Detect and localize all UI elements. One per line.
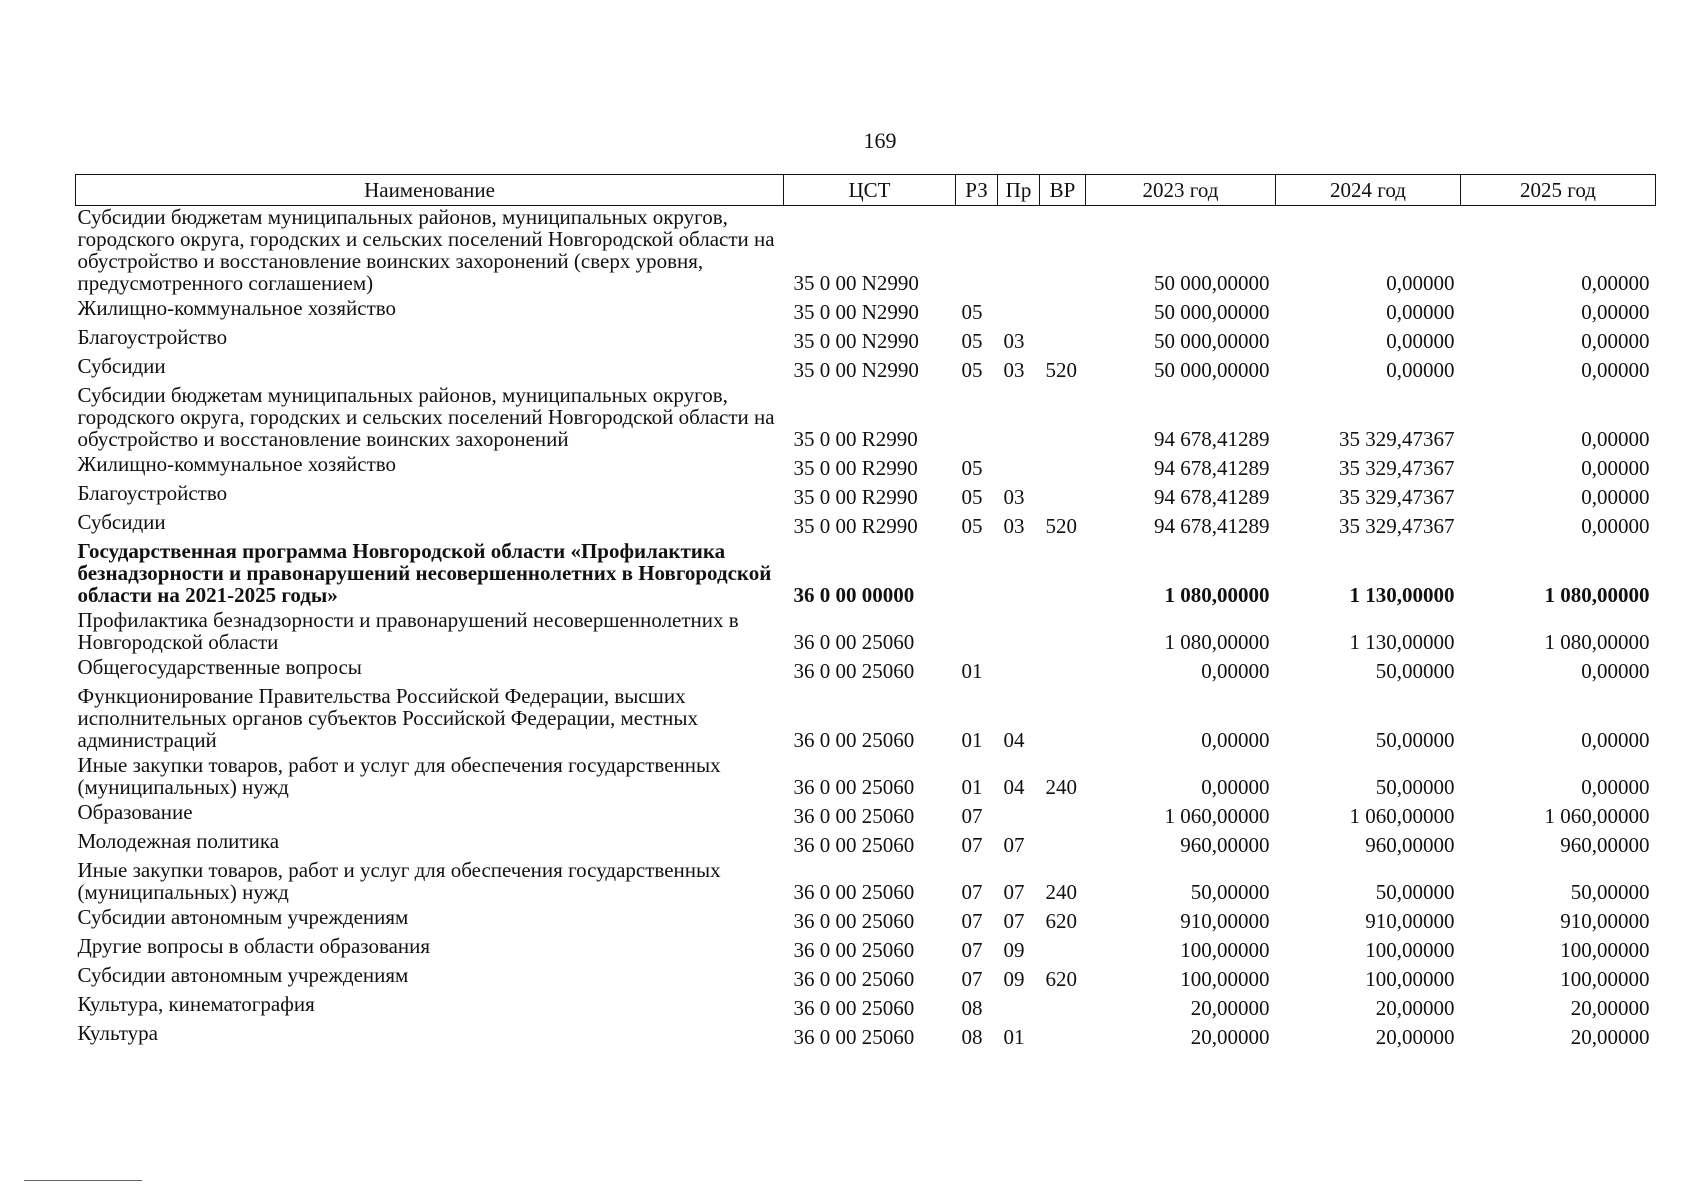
cell-cst: 36 0 00 25060	[793, 909, 915, 933]
cell-2025: 0,00000	[1581, 775, 1650, 799]
cell-pr: 04	[1003, 728, 1025, 752]
cell-2024: 910,00000	[1365, 909, 1455, 933]
cell-rz: 05	[961, 456, 983, 480]
cell-cst: 35 0 00 R2990	[793, 456, 918, 480]
cell-cst: 36 0 00 25060	[793, 996, 915, 1020]
cell-name: Функционирование Правительства Российской Федерации, высших исполнительных органов субъектов Российской Федерации, местных администраций	[77, 684, 698, 752]
cell-rz: 08	[961, 996, 983, 1020]
table-row	[76, 609, 1656, 656]
column-header-2024: 2024 год	[1276, 175, 1461, 206]
cell-2025: 0,00000	[1581, 728, 1650, 752]
cell-2024: 0,00000	[1386, 271, 1455, 295]
table-row	[76, 964, 1656, 993]
cell-cst: 35 0 00 N2990	[793, 358, 919, 382]
cell-2025: 0,00000	[1581, 514, 1650, 538]
cell-vr: 520	[1045, 514, 1077, 538]
cell-2025: 20,00000	[1570, 1025, 1650, 1049]
table-row	[76, 906, 1656, 935]
cell-rz: 07	[961, 938, 983, 962]
column-header-vr: ВР	[1040, 175, 1086, 206]
cell-cst: 36 0 00 25060	[793, 1025, 915, 1049]
column-header-name: Наименование	[76, 175, 784, 206]
cell-vr: 240	[1045, 880, 1077, 904]
cell-cst: 36 0 00 25060	[793, 938, 915, 962]
cell-name: Культура, кинематография	[77, 992, 315, 1016]
cell-2023: 0,00000	[1201, 728, 1270, 752]
cell-vr	[1040, 297, 1086, 326]
cell-rz	[956, 540, 998, 609]
cell-cst: 36 0 00 25060	[793, 880, 915, 904]
cell-2023: 50,00000	[1190, 880, 1270, 904]
cell-vr	[1040, 206, 1086, 298]
cell-2023: 94 678,41289	[1154, 514, 1270, 538]
cell-pr	[998, 297, 1040, 326]
cell-name: Жилищно-коммунальное хозяйство	[77, 296, 397, 320]
table-row	[76, 859, 1656, 906]
cell-pr: 03	[1003, 329, 1025, 353]
table-row	[76, 993, 1656, 1022]
cell-vr	[1040, 685, 1086, 754]
cell-rz: 01	[961, 659, 983, 683]
cell-cst: 36 0 00 25060	[793, 804, 915, 828]
table-row	[76, 935, 1656, 964]
cell-pr	[998, 540, 1040, 609]
cell-rz: 07	[961, 909, 983, 933]
cell-2023: 20,00000	[1190, 996, 1270, 1020]
cell-cst: 36 0 00 25060	[793, 833, 915, 857]
cell-name: Субсидии автономным учреждениям	[77, 905, 409, 929]
cell-vr	[1040, 453, 1086, 482]
cell-2024: 960,00000	[1365, 833, 1455, 857]
cell-2024: 50,00000	[1375, 775, 1455, 799]
table-row	[76, 656, 1656, 685]
cell-cst: 35 0 00 N2990	[793, 271, 919, 295]
cell-vr	[1040, 540, 1086, 609]
cell-2023: 960,00000	[1180, 833, 1270, 857]
page-number: 169	[863, 128, 897, 153]
cell-2024: 0,00000	[1386, 358, 1455, 382]
cell-name: Молодежная политика	[77, 829, 280, 853]
table-row	[76, 1022, 1656, 1051]
cell-2023: 94 678,41289	[1154, 456, 1270, 480]
cell-name: Субсидии	[77, 354, 166, 378]
cell-2025: 20,00000	[1570, 996, 1650, 1020]
cell-2023: 910,00000	[1180, 909, 1270, 933]
cell-2025: 100,00000	[1560, 967, 1650, 991]
cell-2025: 0,00000	[1581, 485, 1650, 509]
cell-2024: 35 329,47367	[1339, 485, 1455, 509]
cell-rz: 08	[961, 1025, 983, 1049]
cell-2023: 1 060,00000	[1164, 804, 1270, 828]
cell-2023: 100,00000	[1180, 967, 1270, 991]
cell-rz: 01	[961, 775, 983, 799]
cell-rz: 05	[961, 358, 983, 382]
table-row	[76, 511, 1656, 540]
table-row	[76, 685, 1656, 754]
cell-2023: 1 080,00000	[1164, 583, 1270, 607]
cell-rz	[956, 206, 998, 298]
cell-2023: 94 678,41289	[1154, 427, 1270, 451]
cell-2023: 50 000,00000	[1154, 329, 1270, 353]
cell-name: Субсидии автономным учреждениям	[77, 963, 409, 987]
cell-vr	[1040, 609, 1086, 656]
cell-2025: 1 080,00000	[1544, 630, 1650, 654]
cell-2023: 94 678,41289	[1154, 485, 1270, 509]
table-row	[76, 830, 1656, 859]
cell-pr: 03	[1003, 358, 1025, 382]
cell-rz: 07	[961, 833, 983, 857]
cell-cst: 35 0 00 N2990	[793, 300, 919, 324]
cell-vr: 620	[1045, 909, 1077, 933]
cell-2025: 1 080,00000	[1544, 583, 1650, 607]
cell-rz: 01	[961, 728, 983, 752]
cell-2025: 0,00000	[1581, 358, 1650, 382]
cell-vr	[1040, 482, 1086, 511]
cell-name: Жилищно-коммунальное хозяйство	[77, 452, 397, 476]
cell-2025: 0,00000	[1581, 427, 1650, 451]
cell-2024: 100,00000	[1365, 938, 1455, 962]
cell-cst: 36 0 00 00000	[793, 583, 915, 607]
table-row	[76, 453, 1656, 482]
cell-pr: 07	[1003, 880, 1025, 904]
cell-cst: 36 0 00 25060	[793, 659, 915, 683]
cell-rz: 05	[961, 300, 983, 324]
cell-name: Благоустройство	[77, 481, 228, 505]
column-header-cst: ЦСТ	[784, 175, 956, 206]
cell-name: Общегосударственные вопросы	[77, 655, 362, 679]
cell-pr: 09	[1003, 938, 1025, 962]
cell-2024: 1 130,00000	[1349, 630, 1455, 654]
table-row	[76, 384, 1656, 453]
cell-cst: 35 0 00 N2990	[793, 329, 919, 353]
column-header-2023: 2023 год	[1086, 175, 1276, 206]
cell-2023: 1 080,00000	[1164, 630, 1270, 654]
cell-name: Субсидии бюджетам муниципальных районов, муниципальных округов, городского округа, городских и сельских поселений Новгородской области на обустройство и восстановление воинских захоронений	[77, 383, 775, 451]
cell-2025: 960,00000	[1560, 833, 1650, 857]
column-header-pr: Пр	[998, 175, 1040, 206]
cell-cst: 36 0 00 25060	[793, 728, 915, 752]
cell-2025: 50,00000	[1570, 880, 1650, 904]
table-row	[76, 482, 1656, 511]
cell-rz: 05	[961, 329, 983, 353]
cell-vr	[1040, 656, 1086, 685]
cell-2024: 1 060,00000	[1349, 804, 1455, 828]
cell-2024: 50,00000	[1375, 880, 1455, 904]
cell-pr	[998, 801, 1040, 830]
cell-2024: 0,00000	[1386, 329, 1455, 353]
cell-pr: 01	[1003, 1025, 1025, 1049]
cell-2024: 35 329,47367	[1339, 427, 1455, 451]
cell-2023: 0,00000	[1201, 659, 1270, 683]
table-row	[76, 540, 1656, 609]
cell-vr	[1040, 384, 1086, 453]
cell-2025: 0,00000	[1581, 329, 1650, 353]
cell-pr: 03	[1003, 485, 1025, 509]
table-row	[76, 754, 1656, 801]
cell-2025: 0,00000	[1581, 300, 1650, 324]
cell-cst: 35 0 00 R2990	[793, 485, 918, 509]
cell-2025: 910,00000	[1560, 909, 1650, 933]
cell-pr: 07	[1003, 833, 1025, 857]
table-row	[76, 297, 1656, 326]
cell-rz: 05	[961, 485, 983, 509]
table-body	[76, 206, 1656, 1052]
cell-pr: 03	[1003, 514, 1025, 538]
cell-2023: 0,00000	[1201, 775, 1270, 799]
cell-vr	[1040, 830, 1086, 859]
cell-rz: 05	[961, 514, 983, 538]
cell-pr	[998, 453, 1040, 482]
cell-name: Иные закупки товаров, работ и услуг для обеспечения государственных (муниципальных) нужд	[77, 858, 721, 904]
cell-2023: 50 000,00000	[1154, 300, 1270, 324]
cell-2024: 50,00000	[1375, 659, 1455, 683]
cell-2023: 50 000,00000	[1154, 271, 1270, 295]
cell-vr: 620	[1045, 967, 1077, 991]
cell-vr	[1040, 993, 1086, 1022]
cell-2025: 0,00000	[1581, 271, 1650, 295]
cell-2024: 35 329,47367	[1339, 514, 1455, 538]
cell-2024: 20,00000	[1375, 1025, 1455, 1049]
cell-2024: 100,00000	[1365, 967, 1455, 991]
cell-2024: 35 329,47367	[1339, 456, 1455, 480]
cell-2025: 1 060,00000	[1544, 804, 1650, 828]
cell-pr: 07	[1003, 909, 1025, 933]
table-row	[76, 326, 1656, 355]
header-row	[76, 175, 1656, 206]
cell-pr: 04	[1003, 775, 1025, 799]
footer-divider	[24, 1180, 142, 1181]
table-row	[76, 206, 1656, 298]
cell-pr	[998, 206, 1040, 298]
cell-name: Субсидии	[77, 510, 166, 534]
cell-2025: 0,00000	[1581, 659, 1650, 683]
cell-pr	[998, 656, 1040, 685]
cell-cst: 35 0 00 R2990	[793, 427, 918, 451]
cell-cst: 36 0 00 25060	[793, 630, 915, 654]
cell-2024: 0,00000	[1386, 300, 1455, 324]
cell-cst: 35 0 00 R2990	[793, 514, 918, 538]
cell-pr	[998, 993, 1040, 1022]
cell-name: Образование	[77, 800, 193, 824]
cell-vr	[1040, 801, 1086, 830]
cell-2025: 100,00000	[1560, 938, 1650, 962]
cell-2023: 20,00000	[1190, 1025, 1270, 1049]
cell-name: Культура	[77, 1021, 158, 1045]
table-row	[76, 801, 1656, 830]
cell-rz: 07	[961, 880, 983, 904]
cell-name: Иные закупки товаров, работ и услуг для обеспечения государственных (муниципальных) нужд	[77, 753, 721, 799]
cell-2024: 50,00000	[1375, 728, 1455, 752]
cell-pr	[998, 384, 1040, 453]
cell-2025: 0,00000	[1581, 456, 1650, 480]
cell-name: Другие вопросы в области образования	[77, 934, 431, 958]
cell-2024: 20,00000	[1375, 996, 1455, 1020]
cell-vr	[1040, 1022, 1086, 1051]
cell-name: Государственная программа Новгородской области «Профилактика безнадзорности и правонарушений несовершеннолетних в Новгородской области на 2021-2025 годы»	[77, 539, 772, 607]
cell-name: Субсидии бюджетам муниципальных районов, муниципальных округов, городского округа, городских и сельских поселений Новгородской области на обустройство и восстановление воинских захоронений (сверх уровня, предусмотренного соглашением)	[77, 205, 775, 295]
table-header	[76, 175, 1656, 206]
cell-name: Профилактика безнадзорности и правонарушений несовершеннолетних в Новгородской области	[77, 608, 739, 654]
table-row	[76, 355, 1656, 384]
cell-2024: 1 130,00000	[1349, 583, 1455, 607]
budget-table	[75, 174, 1656, 1051]
cell-vr: 240	[1045, 775, 1077, 799]
column-header-rz: РЗ	[956, 175, 998, 206]
cell-name: Благоустройство	[77, 325, 228, 349]
cell-vr: 520	[1045, 358, 1077, 382]
cell-2023: 100,00000	[1180, 938, 1270, 962]
cell-rz	[956, 384, 998, 453]
cell-rz: 07	[961, 804, 983, 828]
column-header-2025: 2025 год	[1461, 175, 1656, 206]
cell-pr	[998, 609, 1040, 656]
cell-rz	[956, 609, 998, 656]
cell-2023: 50 000,00000	[1154, 358, 1270, 382]
cell-pr: 09	[1003, 967, 1025, 991]
cell-cst: 36 0 00 25060	[793, 967, 915, 991]
cell-vr	[1040, 326, 1086, 355]
cell-vr	[1040, 935, 1086, 964]
cell-cst: 36 0 00 25060	[793, 775, 915, 799]
cell-rz: 07	[961, 967, 983, 991]
